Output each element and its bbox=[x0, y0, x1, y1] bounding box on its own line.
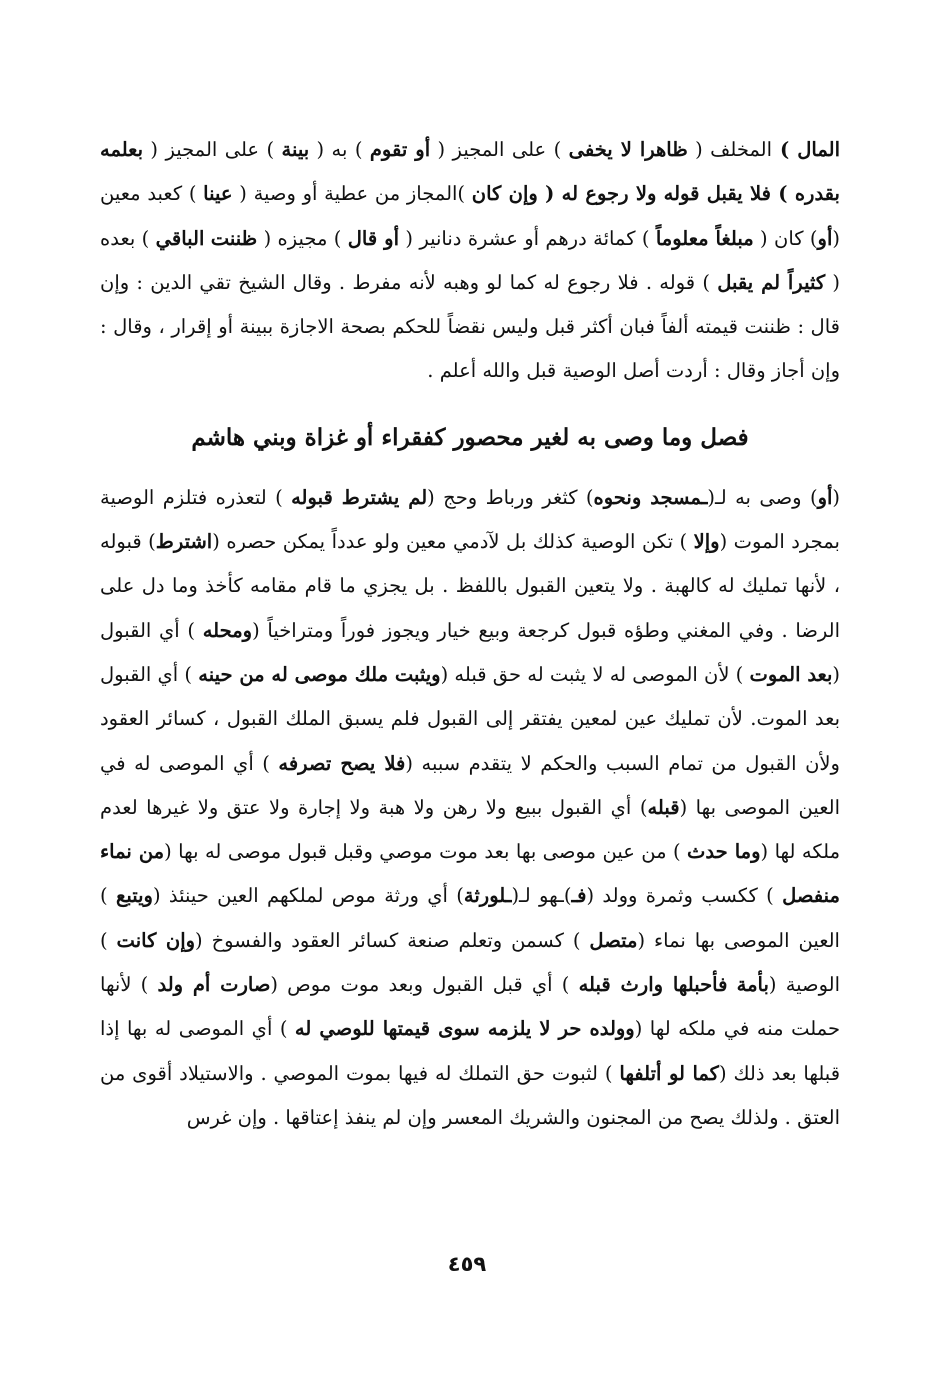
p1-line-4: الباقي ) بعده ( كثيراً لم يقبل ) قوله . فلا رجوع له كما لو وهبه لأنه مفرط . وقال bbox=[100, 226, 841, 294]
p2-line-14: في ملكه لها (وولده حر لا يلزمه سوى قيمتها للوصي له ) أي الموصى له بها إذا قبلها بعد bbox=[100, 1017, 841, 1085]
p1-line-1: المال ) المخلف ( ظاهرا لا يخفى ) على المجيز ( أو تقوم ) به ( بينة ) على المجيز ( بعلمه bbox=[100, 138, 841, 161]
p2-line-16: العتق . ولذلك يصح من المجنون والشريك المعسر وإن لم ينفذ إعتاقها . وإن غرس bbox=[186, 1105, 840, 1129]
p2-line-8: لا يتقدم سببه (فلا يصح تصرفه ) أي الموصى له في العين الموصى بها (قبله) أي القبول bbox=[100, 751, 840, 819]
page-number: ٤٥٩ bbox=[447, 1252, 487, 1276]
p1-line-3: معين (أو) كان ( مبلغاً معلوماً ) كمائة درهم أو عشرة دنانير ( أو قال ) مجيزه ( ظننت bbox=[100, 182, 840, 250]
p2-line-6: (ويثبت ملك موصى له من حينه ) أي القبول بعد الموت. لأن تمليك عين لمعين يفتقر bbox=[100, 662, 840, 731]
p2-line-4: قام مقامه كأخذ وما دل على الرضا . وفي المغني وطؤه قبول كرجعة وبيع خيار ويجوز bbox=[100, 574, 840, 642]
p2-line-12: نماء (متصل ) كسمن وتعلم صنعة كسائر العقود والفسوخ (وإن كانت ) الوصية (بأمة bbox=[100, 928, 841, 997]
p2-line-5: فوراً ومتراخياً (ومحله ) أي القبول (بعد الموت ) لأن الموصى له لا يثبت له حق قبله bbox=[100, 618, 841, 686]
section-heading: فصل وما وصى به لغير محصور كفقراء أو غزاة وبني هاشم bbox=[191, 423, 749, 451]
p2-line-9: ببيع ولا رهن ولا هبة ولا إجارة ولا عتق ولا غيرها لعدم ملكه لها (وما حدث ) من عين bbox=[100, 795, 841, 864]
p2-line-13: فأحبلها وارث قبله ) أي قبل القبول وبعد موت موص (صارت أم ولد ) لأنها حملت منه bbox=[100, 973, 841, 1041]
p1-line-7: أعلم . bbox=[427, 359, 477, 383]
p1-line-5: الشيخ تقي الدين : وإن قال : ظننت قيمته ألفاً فبان أكثر قبل وليس نقضاً للحكم bbox=[100, 270, 840, 339]
p1-line-6: بصحة الاجازة ببينة أو إقرار ، وقال : وإن أجاز وقال : أردت أصل الوصية قبل والله bbox=[100, 315, 840, 383]
p1-line-2: بقدره ) فلا يقبل قوله ولا رجوع له ( وإن كان )المجاز من عطية أو وصية ( عينا ) كعبد bbox=[147, 182, 840, 206]
p2-line-10: موصى بها بعد موت موصي وقبل قبول موصى له بها (من نماء منفصل ) ككسب وثمرة bbox=[100, 840, 840, 908]
paragraph-1 bbox=[100, 128, 840, 394]
p2-line-15: ذلك (كما لو أتلفها ) لثبوت حق التملك له فيها بموت الموصي . والاستيلاد أقوى من bbox=[100, 1061, 765, 1085]
p2-line-7: إلى القبول فلم يسبق الملك القبول ، كسائر العقود ولأن القبول من تمام السبب والحكم bbox=[100, 707, 840, 775]
p2-line-11: وولد (فـ)ـهو لـ(ـلورثة) أي ورثة موص لملكهم العين حينئذ (ويتبع ) العين الموصى بها bbox=[100, 884, 840, 952]
book-page bbox=[100, 128, 840, 1328]
p2-line-2: فتلزم الوصية بمجرد الموت (وإلا ) تكن الوصية كذلك بل لآدمي معين ولو عدداً يمكن bbox=[100, 485, 840, 554]
p2-line-1: (أو) وصى به لـ(ـمسجد ونحوه) كثغر ورباط وحج (لم يشترط قبوله ) لتعذره bbox=[215, 485, 841, 509]
paragraph-2 bbox=[100, 476, 840, 1140]
p2-line-3: حصره (اشترط) قبوله ، لأنها تمليك له كالهبة . ولا يتعين القبول باللفظ . بل يجزي ما bbox=[100, 530, 840, 598]
